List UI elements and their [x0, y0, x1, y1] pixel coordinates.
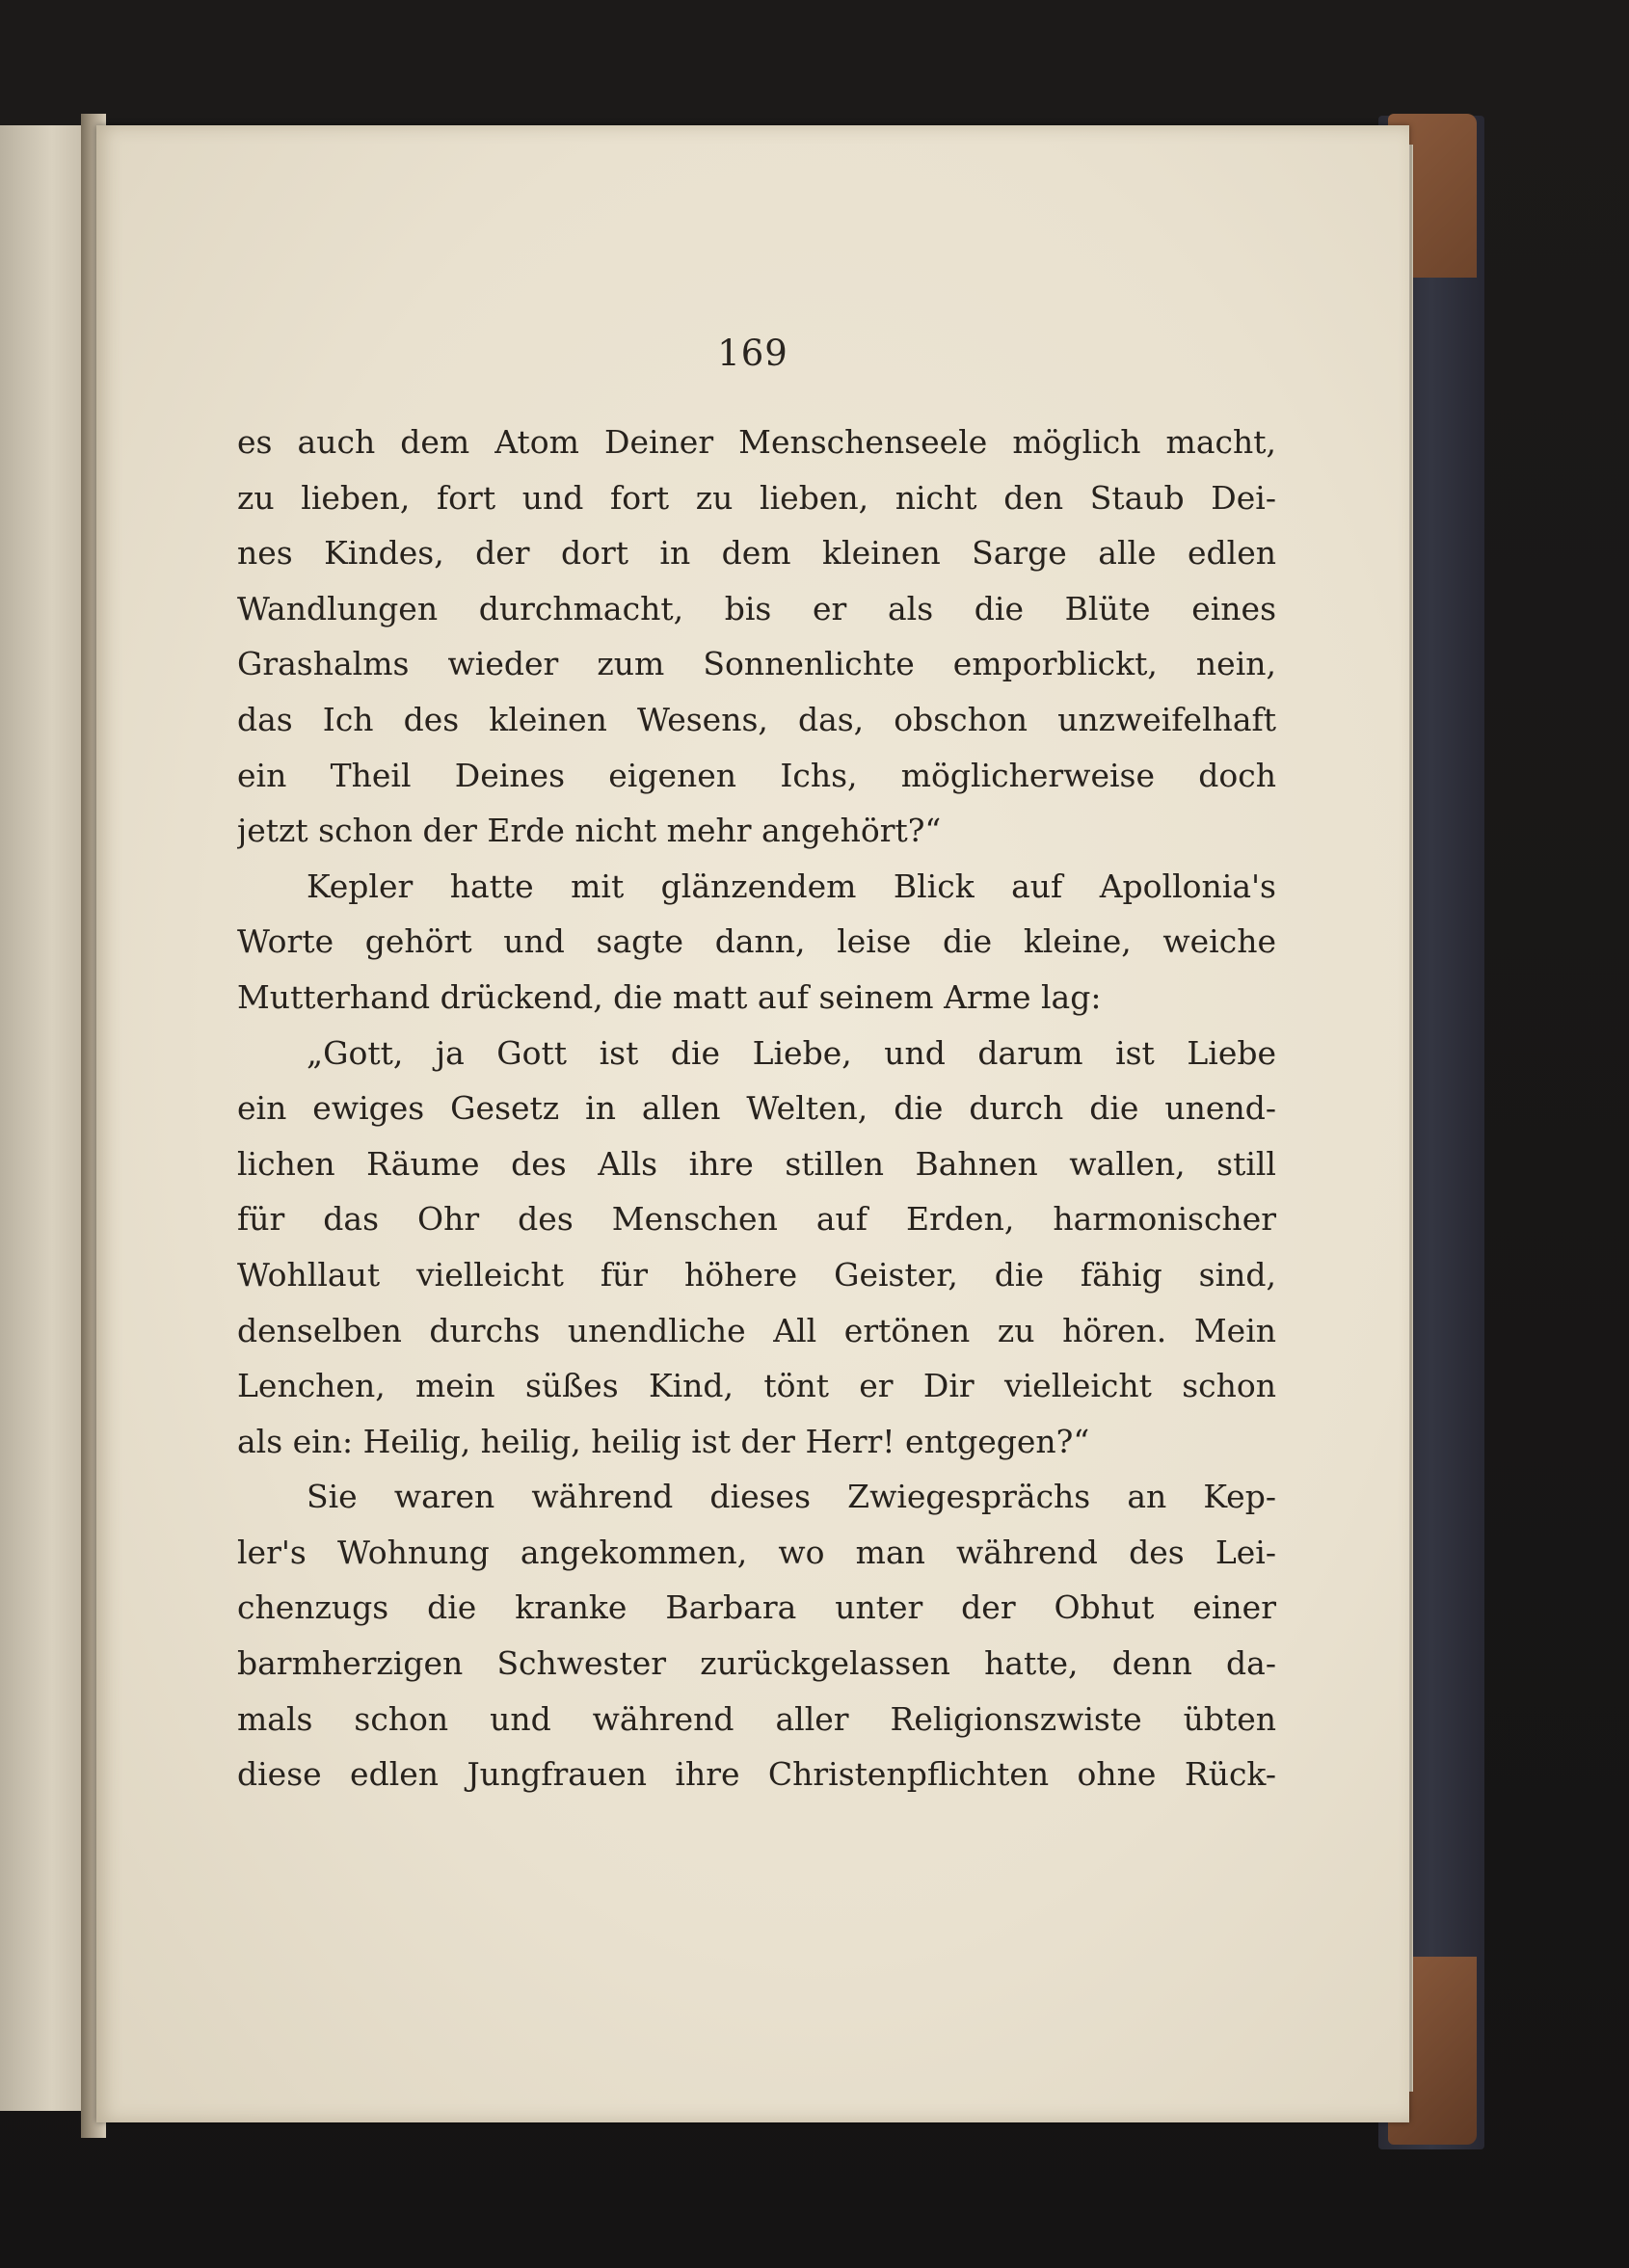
text-line: ein Theil Deines eigenen Ichs, möglicherweise doch [237, 756, 1276, 794]
text-line: Mutterhand drückend, die matt auf seinem Arme lag: [237, 977, 1102, 1016]
text-line: diese edlen Jungfrauen ihre Christenpflichten ohne Rück- [237, 1755, 1276, 1794]
text-line: Sie waren während dieses Zwiegesprächs an Kep- [307, 1478, 1276, 1516]
text-line: Wohllaut vielleicht für höhere Geister, die fähig sind, [237, 1255, 1276, 1294]
book-page [96, 125, 1409, 2122]
text-line: chenzugs die kranke Barbara unter der Obhut einer [237, 1588, 1276, 1627]
text-line: als ein: Heilig, heilig, heilig ist der Herr! entgegen?“ [237, 1422, 1090, 1460]
text-line: jetzt schon der Erde nicht mehr angehört?“ [237, 812, 942, 850]
text-line: barmherzigen Schwester zurückgelassen hatte, denn da- [237, 1644, 1276, 1683]
page-text [237, 414, 1276, 1802]
text-line: das Ich des kleinen Wesens, das, obschon unzweifelhaft [237, 700, 1276, 738]
text-line: es auch dem Atom Deiner Menschenseele möglich macht, [237, 423, 1276, 461]
text-line: denselben durchs unendliche All ertönen zu hören. Mein [237, 1311, 1276, 1349]
text-line: für das Ohr des Menschen auf Erden, harmonischer [237, 1200, 1276, 1239]
text-line: zu lieben, fort und fort zu lieben, nicht den Staub Dei- [237, 478, 1276, 517]
page-number: 169 [717, 333, 788, 374]
text-line: Wandlungen durchmacht, bis er als die Blüte eines [237, 589, 1276, 627]
text-line: nes Kindes, der dort in dem kleinen Sarge alle edlen [237, 534, 1276, 573]
text-line: ler's Wohnung angekommen, wo man während des Lei- [237, 1533, 1276, 1571]
text-line: Lenchen, mein süßes Kind, tönt er Dir vielleicht schon [237, 1367, 1276, 1405]
text-line: Kepler hatte mit glänzendem Blick auf Apollonia's [307, 867, 1276, 905]
text-line: Grashalms wieder zum Sonnenlichte emporblickt, nein, [237, 645, 1276, 683]
text-line: lichen Räume des Alls ihre stillen Bahnen wallen, still [237, 1144, 1276, 1183]
text-line: Worte gehört und sagte dann, leise die kleine, weiche [237, 922, 1276, 961]
text-line: „Gott, ja Gott ist die Liebe, und darum ist Liebe [307, 1033, 1276, 1072]
text-line: ein ewiges Gesetz in allen Welten, die durch die unend- [237, 1089, 1276, 1128]
previous-page-edge [0, 125, 89, 2111]
text-line: mals schon und während aller Religionszwiste übten [237, 1699, 1276, 1738]
